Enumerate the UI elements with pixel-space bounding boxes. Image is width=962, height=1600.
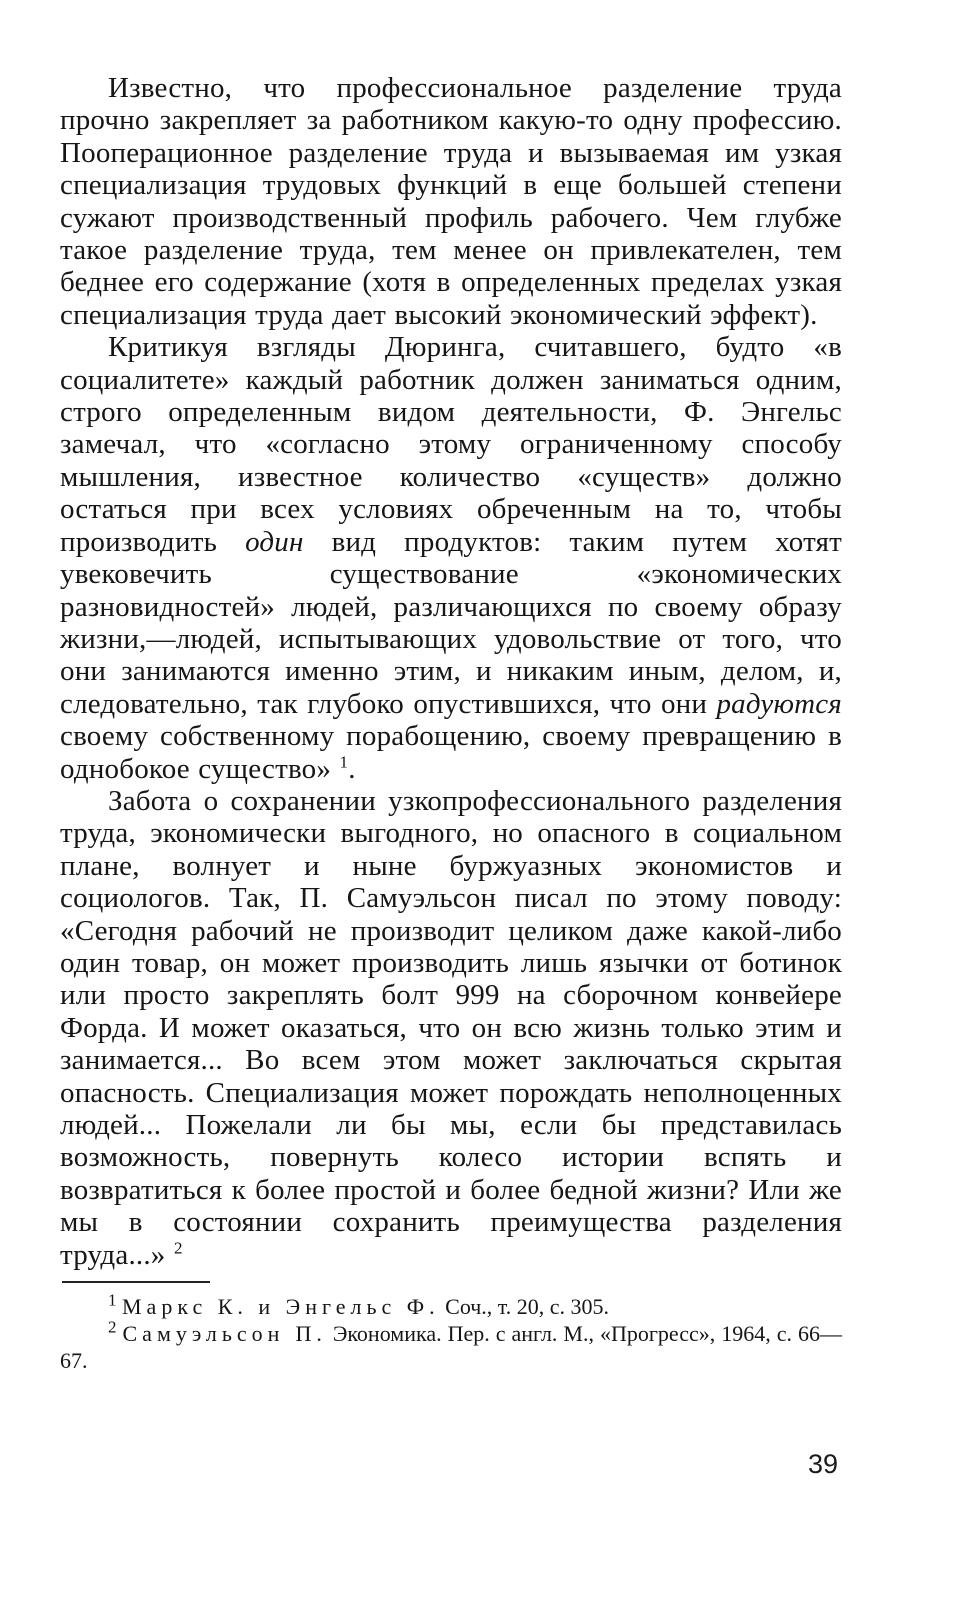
footnote-2-mark: 2 bbox=[108, 1317, 117, 1337]
footnote-1 bbox=[60, 1290, 842, 1320]
paragraph-2-tail: . bbox=[348, 752, 356, 785]
footnote-divider bbox=[62, 1281, 210, 1283]
footnote-reference-2: 2 bbox=[173, 1237, 183, 1257]
footnote-2 bbox=[60, 1317, 843, 1374]
paragraph-2 bbox=[60, 331, 842, 785]
paragraph-1-text: Известно, что профессиональное разделение труда прочно закрепляет за работником какую-то одну профессию. Пооперационное разделение труда и вызываемая им узкая специализация трудовых функций в еще большей степени сужают производственный профиль рабочего. Чем глубже такое разделение труда, тем менее он привлекателен, тем беднее его содержание (хотя в определенных пределах узкая специализация труда дает высокий экономический эффект). bbox=[60, 72, 842, 331]
footnotes bbox=[60, 1290, 843, 1374]
italic-word-raduyutsya: радуются bbox=[716, 687, 842, 720]
footnote-2-author: Самуэльсон П. bbox=[122, 1321, 327, 1347]
paragraph-3 bbox=[60, 785, 842, 1271]
footnote-reference-1: 1 bbox=[339, 751, 349, 771]
paragraph-3-text: Забота о сохранении узкопрофессионального разделения труда, экономически выгодного, но опасного в социальном плане, волнует и ныне буржуазных экономистов и социологов. Так, П. Самуэльсон писал по этому поводу: «Сегодня рабочий не производит целиком даже какой-либо один товар, он может производить лишь язычки от ботинок или просто закреплять болт 999 на сборочном конвейере Форда. И может оказаться, что он всю жизнь только этим и занимается... Во всем этом может заключаться скрытая опасность. Специализация может порождать неполноценных людей... Пожелали ли бы мы, если бы представилась возможность, повернуть колесо истории вспять и возвратиться к более простой и более бедной жизни? Или же мы в состоянии сохранить преимущества разделения труда...» bbox=[60, 784, 842, 1271]
footnote-1-text: Соч., т. 20, с. 305. bbox=[439, 1294, 610, 1320]
paragraph-2-text-b: вид продуктов: таким путем хотят увековечить существование «экономических разновидностей» людей, различающихся по своему образу жизни,—людей, испытывающих удовольствие от того, что они занимаются именно этим, и никаким иным, делом, и, следовательно, так глубоко опустившихся, что они bbox=[60, 525, 842, 720]
footnote-2-text: Экономика. Пер. с англ. М., «Прогресс», 1964, с. 66—67. bbox=[60, 1321, 843, 1374]
paragraph-2-text-c: своему собственному порабощению, своему превращению в однобокое существо» bbox=[60, 720, 842, 785]
footnote-1-mark: 1 bbox=[108, 1290, 117, 1310]
italic-word-odin: один bbox=[245, 525, 304, 558]
page-number: 39 bbox=[808, 1449, 839, 1479]
paragraph-1 bbox=[60, 72, 842, 331]
footnote-1-author: Маркс К. и Энгельс Ф. bbox=[122, 1294, 440, 1320]
book-page bbox=[60, 72, 842, 1374]
paragraph-2-text-a: Критикуя взгляды Дюринга, считавшего, будто «в социалитете» каждый работник должен заниматься одним, строго определенным видом деятельности, Ф. Энгельс замечал, что «согласно этому ограниченному способу мышления, известное количество «существ» должно остаться при всех условиях обреченным на то, чтобы производить bbox=[60, 331, 842, 558]
